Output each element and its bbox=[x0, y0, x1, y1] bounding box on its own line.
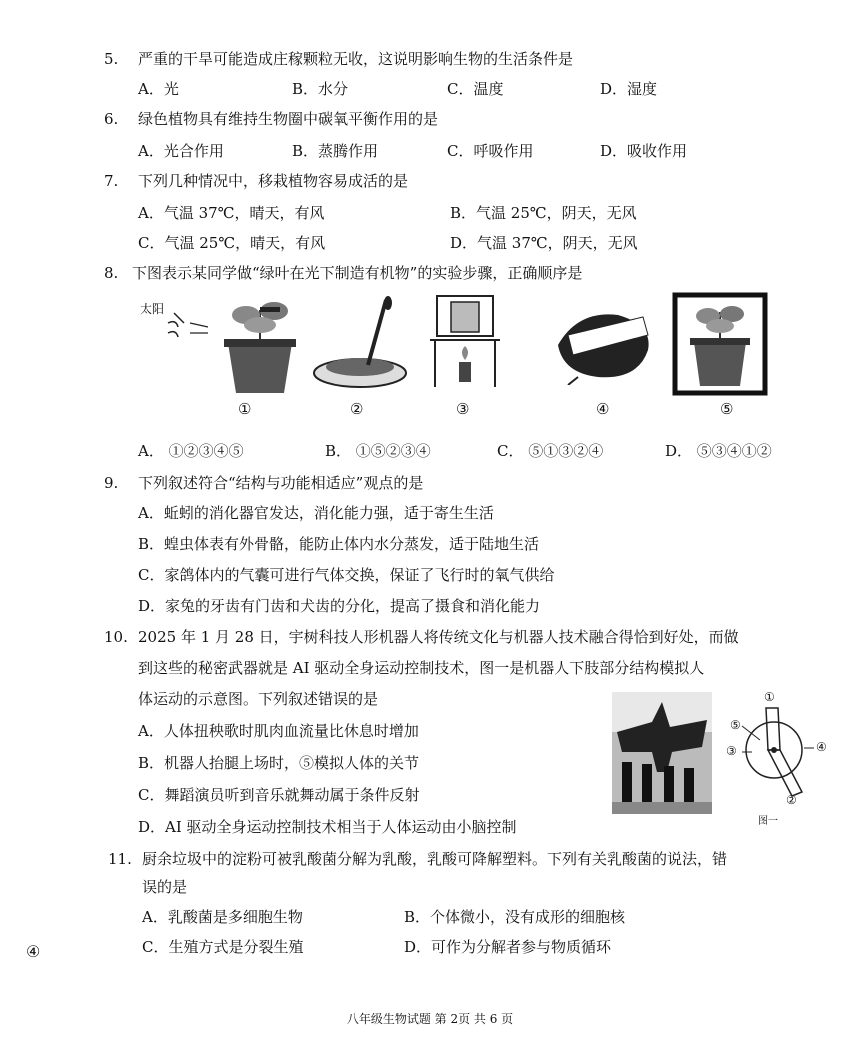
corner-mark: ④ bbox=[26, 942, 41, 961]
diagram-mark-2: ② bbox=[786, 793, 797, 807]
question-number: 5. bbox=[104, 50, 119, 68]
option-d: D．气温 37℃，阴天，无风 bbox=[450, 234, 638, 252]
option-b: B．蒸腾作用 bbox=[292, 142, 379, 160]
question-number: 6. bbox=[104, 110, 119, 128]
step3-water-bath-figure bbox=[425, 292, 505, 392]
step5-plant-dark-box-figure bbox=[672, 292, 768, 396]
question-text: 下图表示某同学做“绿叶在光下制造有机物”的实验步骤，正确顺序是 bbox=[132, 264, 583, 282]
question-8 bbox=[104, 262, 582, 283]
option-a: A． ①②③④⑤ bbox=[138, 442, 244, 460]
robot-leg-diagram bbox=[722, 692, 832, 820]
figure-caption: 图一 bbox=[758, 816, 778, 827]
option-c: C．气温 25℃，晴天，有风 bbox=[138, 234, 326, 252]
option-c: C．温度 bbox=[447, 80, 504, 98]
page-footer: 八年级生物试题 第 2页 共 6 页 bbox=[346, 1012, 514, 1026]
question-text-line: 误的是 bbox=[142, 878, 188, 896]
option-d: D．可作为分解者参与物质循环 bbox=[404, 938, 612, 956]
step-label-1: ① bbox=[238, 400, 252, 418]
step4-leaf-figure bbox=[548, 305, 658, 385]
option-d: D．吸收作用 bbox=[600, 142, 688, 160]
question-10 bbox=[104, 626, 739, 647]
option-a: A．乳酸菌是多细胞生物 bbox=[142, 908, 303, 926]
option-b: B．蝗虫体表有外骨骼，能防止体内水分蒸发，适于陆地生活 bbox=[138, 535, 540, 553]
option-d: D．AI 驱动全身运动控制技术相当于人体运动由小脑控制 bbox=[138, 818, 517, 836]
step-label-3: ③ bbox=[456, 400, 470, 418]
option-b: B． ①⑤②③④ bbox=[325, 442, 431, 460]
step-label-5: ⑤ bbox=[720, 400, 734, 418]
question-text: 下列叙述符合“结构与功能相适应”观点的是 bbox=[138, 474, 424, 492]
question-6 bbox=[104, 108, 438, 129]
option-a: A．人体扭秧歌时肌肉血流量比休息时增加 bbox=[138, 722, 419, 740]
option-b: B．气温 25℃，阴天，无风 bbox=[450, 204, 637, 222]
question-text-line: 厨余垃圾中的淀粉可被乳酸菌分解为乳酸，乳酸可降解塑料。下列有关乳酸菌的说法，错 bbox=[142, 850, 728, 868]
option-a: A．蚯蚓的消化器官发达，消化能力强，适于寄生生活 bbox=[138, 504, 494, 522]
step-label-2: ② bbox=[350, 400, 364, 418]
option-a: A．光 bbox=[138, 80, 179, 98]
diagram-mark-1: ① bbox=[764, 690, 775, 704]
question-text: 绿色植物具有维持生物圈中碳氧平衡作用的是 bbox=[138, 110, 439, 128]
robot-dance-photo bbox=[612, 692, 712, 814]
question-number: 9. bbox=[104, 474, 119, 492]
option-c: C． ⑤①③②④ bbox=[497, 442, 604, 460]
option-d: D． ⑤③④①② bbox=[665, 442, 772, 460]
question-11 bbox=[108, 848, 727, 869]
option-c: C．家鸽体内的气囊可进行气体交换，保证了飞行时的氧气供给 bbox=[138, 566, 555, 584]
diagram-mark-4: ④ bbox=[816, 740, 827, 754]
option-c: C．生殖方式是分裂生殖 bbox=[142, 938, 304, 956]
option-b: B．机器人抬腿上场时，⑤模拟人体的关节 bbox=[138, 754, 420, 772]
question-number: 7. bbox=[104, 172, 119, 190]
diagram-mark-3: ③ bbox=[726, 744, 737, 758]
option-a: A．气温 37℃，晴天，有风 bbox=[138, 204, 325, 222]
step1-plant-sun-figure bbox=[160, 295, 310, 395]
option-c: C．舞蹈演员听到音乐就舞动属于条件反射 bbox=[138, 786, 420, 804]
question-text-line: 体运动的示意图。下列叙述错误的是 bbox=[138, 690, 379, 708]
question-text: 下列几种情况中，移栽植物容易成活的是 bbox=[138, 172, 409, 190]
question-9 bbox=[104, 472, 423, 493]
question-5 bbox=[104, 48, 573, 69]
question-text-line: 到这些的秘密武器就是 AI 驱动全身运动控制技术，图一是机器人下肢部分结构模拟人 bbox=[138, 659, 705, 677]
step2-dropper-dish-figure bbox=[310, 295, 410, 395]
option-d: D．家兔的牙齿有门齿和犬齿的分化，提高了摄食和消化能力 bbox=[138, 597, 541, 615]
question-number: 10. bbox=[104, 628, 128, 646]
sun-label: 太阳 bbox=[140, 302, 165, 316]
question-number: 8. bbox=[104, 264, 119, 282]
option-b: B．水分 bbox=[292, 80, 349, 98]
diagram-mark-5: ⑤ bbox=[730, 718, 741, 732]
option-d: D．湿度 bbox=[600, 80, 658, 98]
question-7 bbox=[104, 170, 408, 191]
question-number: 11. bbox=[108, 850, 132, 868]
step-label-4: ④ bbox=[596, 400, 610, 418]
option-a: A．光合作用 bbox=[138, 142, 224, 160]
question-text: 严重的干旱可能造成庄稼颗粒无收，这说明影响生物的生活条件是 bbox=[138, 50, 574, 68]
option-b: B．个体微小，没有成形的细胞核 bbox=[404, 908, 626, 926]
question-text-line: 2025 年 1 月 28 日，宇树科技人形机器人将传统文化与机器人技术融合得恰到好处，而做 bbox=[138, 628, 739, 646]
option-c: C．呼吸作用 bbox=[447, 142, 534, 160]
